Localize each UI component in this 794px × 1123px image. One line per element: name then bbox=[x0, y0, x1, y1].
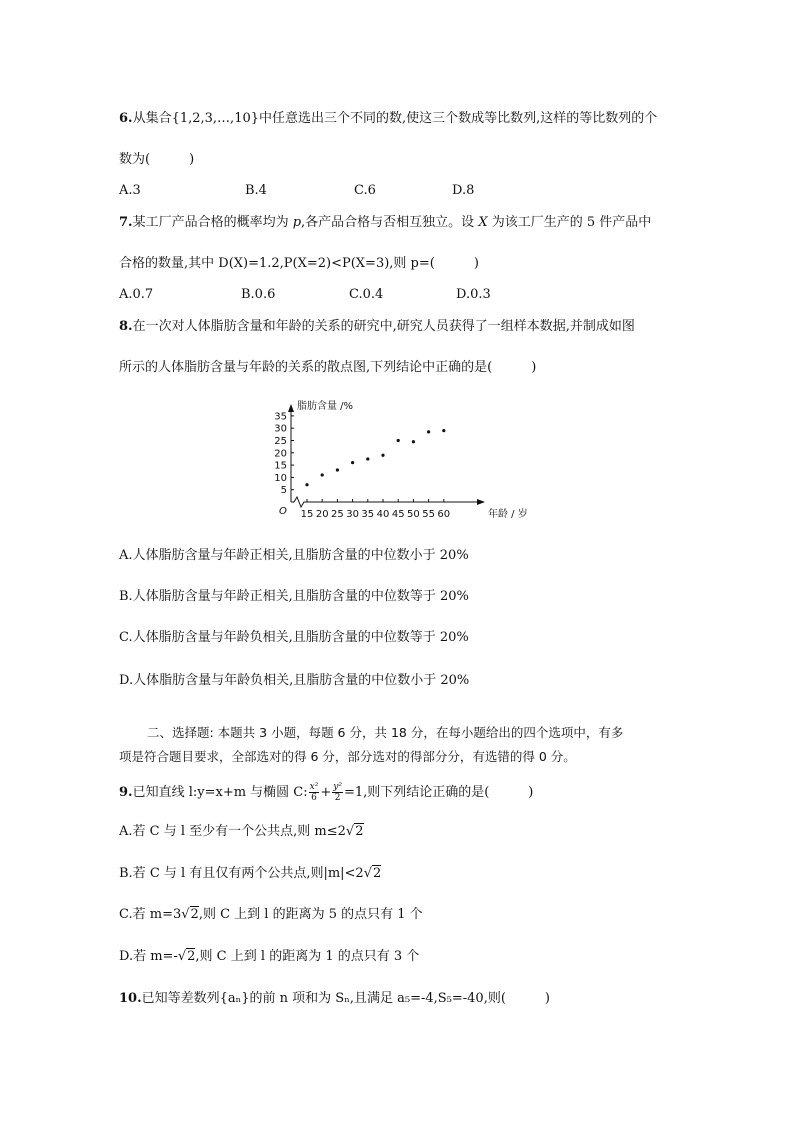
data-point bbox=[336, 468, 339, 471]
q9-option-a-radicand: 2 bbox=[355, 824, 364, 839]
q9-option-a-root: √ bbox=[345, 824, 355, 839]
data-point bbox=[366, 457, 369, 460]
data-point bbox=[427, 430, 430, 433]
y-tick-label: 35 bbox=[274, 411, 287, 423]
x-tick-label: 35 bbox=[361, 509, 375, 520]
data-point bbox=[412, 440, 415, 443]
q9-option-d-text-b: ,则 C 上到 l 的距离为 1 的点只有 3 个 bbox=[195, 949, 420, 964]
y-tick-label: 30 bbox=[274, 423, 287, 435]
data-point bbox=[305, 483, 308, 486]
q9-frac-y bbox=[332, 782, 343, 803]
q8-option-b: B.人体脂肪含量与年龄正相关,且脂肪含量的中位数等于 20% bbox=[119, 589, 469, 604]
q9-option-b bbox=[119, 865, 381, 883]
q9-option-d-root: √ bbox=[177, 949, 187, 964]
scatter-chart bbox=[255, 392, 545, 522]
q9-option-b-radicand: 2 bbox=[373, 866, 382, 881]
q10-stem-text: 已知等差数列{aₙ}的前 n 项和为 Sₙ,且满足 a₅=-4,S₅=-40,则( ) bbox=[141, 991, 550, 1006]
q7-option-b: B.0.6 bbox=[241, 287, 276, 302]
y-tick-label: 25 bbox=[274, 436, 287, 447]
q9-option-b-root: √ bbox=[363, 866, 372, 881]
q9-option-b-text: B.若 C 与 l 有且仅有两个公共点,则|m|<2 bbox=[119, 866, 364, 881]
x-tick-label: 25 bbox=[331, 509, 344, 520]
x-axis-arrow bbox=[477, 499, 485, 505]
q7-stem-c: 为该工厂生产的 5 件产品中 bbox=[487, 215, 652, 230]
x-tick-label: 40 bbox=[376, 509, 390, 520]
data-point bbox=[381, 454, 384, 457]
y-tick-label: 10 bbox=[274, 472, 287, 484]
q9-option-c bbox=[119, 906, 423, 924]
q10-stem bbox=[119, 990, 550, 1008]
section2-line1: 二、选择题: 本题共 3 小题，每题 6 分，共 18 分，在每小题给出的四个选项中，有多 bbox=[147, 725, 624, 740]
q8-option-a: A.人体脂肪含量与年龄正相关,且脂肪含量的中位数小于 20% bbox=[119, 548, 469, 563]
q9-stem bbox=[119, 782, 533, 804]
y-axis-arrow bbox=[288, 404, 294, 412]
y-tick-label: 20 bbox=[274, 448, 287, 460]
q6-option-b: B.4 bbox=[245, 183, 267, 198]
x-tick-label: 55 bbox=[422, 509, 435, 520]
q6-line2: 数为( ) bbox=[119, 152, 195, 167]
y-tick-label: 15 bbox=[274, 460, 287, 472]
q8-line2: 所示的人体脂肪含量与年龄的关系的散点图,下列结论中正确的是( ) bbox=[119, 360, 537, 375]
section2-line2: 项是符合题目要求，全部选对的得 6 分，部分选对的得部分分，有选错的得 0 分。 bbox=[119, 749, 576, 764]
q8-number: 8. bbox=[119, 319, 133, 334]
origin-label: O bbox=[279, 506, 287, 517]
q6-number: 6. bbox=[119, 111, 133, 126]
q9-option-c-text-a: C.若 m=3 bbox=[119, 907, 182, 922]
q9-option-c-text-b: ,则 C 上到 l 的距离为 5 的点只有 1 个 bbox=[198, 907, 423, 922]
q9-stem-b: =1,则下列结论正确的是( ) bbox=[343, 785, 534, 800]
data-point bbox=[397, 439, 400, 442]
x-tick-label: 20 bbox=[315, 509, 329, 520]
y-axis-title: 脂肪含量 /% bbox=[297, 401, 354, 412]
data-point bbox=[442, 429, 445, 432]
q9-frac-x-num: x² bbox=[309, 782, 319, 792]
data-point bbox=[321, 473, 324, 476]
q8-line1 bbox=[119, 318, 635, 336]
q7-x: X bbox=[478, 215, 488, 230]
q9-option-c-radicand: 2 bbox=[190, 907, 199, 922]
x-tick-label: 60 bbox=[437, 509, 451, 520]
q9-frac-y-den: 2 bbox=[334, 793, 341, 803]
q9-option-c-root: √ bbox=[181, 907, 190, 922]
x-tick-label: 45 bbox=[391, 509, 405, 520]
q6-option-d: D.8 bbox=[452, 183, 475, 198]
q8-option-c: C.人体脂肪含量与年龄负相关,且脂肪含量的中位数等于 20% bbox=[119, 630, 469, 645]
q9-option-a bbox=[119, 823, 364, 841]
q9-plus: + bbox=[320, 785, 332, 800]
q7-stem-a: 某工厂产品合格的概率均为 bbox=[132, 215, 293, 230]
q7-line2: 合格的数量,其中 D(X)=1.2,P(X=2)<P(X=3),则 p=( ) bbox=[119, 256, 479, 271]
q9-number: 9. bbox=[119, 785, 133, 800]
q7-line1 bbox=[119, 214, 651, 232]
q9-frac-y-num: y² bbox=[333, 782, 342, 792]
q6-option-c: C.6 bbox=[354, 183, 376, 198]
q7-option-c: C.0.4 bbox=[349, 287, 384, 302]
q7-option-d: D.0.3 bbox=[456, 287, 491, 302]
data-point bbox=[351, 461, 354, 464]
q6-line1 bbox=[119, 110, 657, 128]
y-tick-label: 5 bbox=[280, 485, 287, 497]
q9-frac-x-den: 6 bbox=[311, 793, 317, 803]
q9-option-d bbox=[119, 948, 419, 966]
x-tick-label: 30 bbox=[346, 509, 359, 520]
q7-number: 7. bbox=[119, 215, 133, 230]
x-axis-line bbox=[291, 497, 481, 507]
q8-stem-1: 在一次对人体脂肪含量和年龄的关系的研究中,研究人员获得了一组样本数据,并制成如图 bbox=[132, 319, 635, 334]
q6-option-a: A.3 bbox=[119, 183, 141, 198]
x-tick-label: 50 bbox=[407, 509, 420, 520]
q8-option-d: D.人体脂肪含量与年龄负相关,且脂肪含量的中位数小于 20% bbox=[119, 673, 470, 688]
x-axis-title: 年龄 / 岁 bbox=[488, 509, 528, 520]
q7-stem-b: ,各产品合格与否相互独立。设 bbox=[301, 215, 479, 230]
q9-option-d-text-a: D.若 m=- bbox=[119, 949, 178, 964]
q7-option-a: A.0.7 bbox=[119, 287, 154, 302]
q6-stem-1: 从集合{1,2,3,…,10}中任意选出三个不同的数,使这三个数成等比数列,这样的等比数列的个 bbox=[132, 111, 658, 126]
q9-frac-x bbox=[309, 782, 320, 803]
q7-p: p bbox=[292, 215, 302, 230]
q10-number: 10. bbox=[119, 991, 142, 1006]
q9-option-d-radicand: 2 bbox=[187, 949, 196, 964]
q9-option-a-text: A.若 C 与 l 至少有一个公共点,则 m≤2 bbox=[119, 824, 346, 839]
q9-stem-a: 已知直线 l:y=x+m 与椭圆 C: bbox=[132, 785, 308, 800]
x-tick-label: 15 bbox=[300, 509, 314, 520]
